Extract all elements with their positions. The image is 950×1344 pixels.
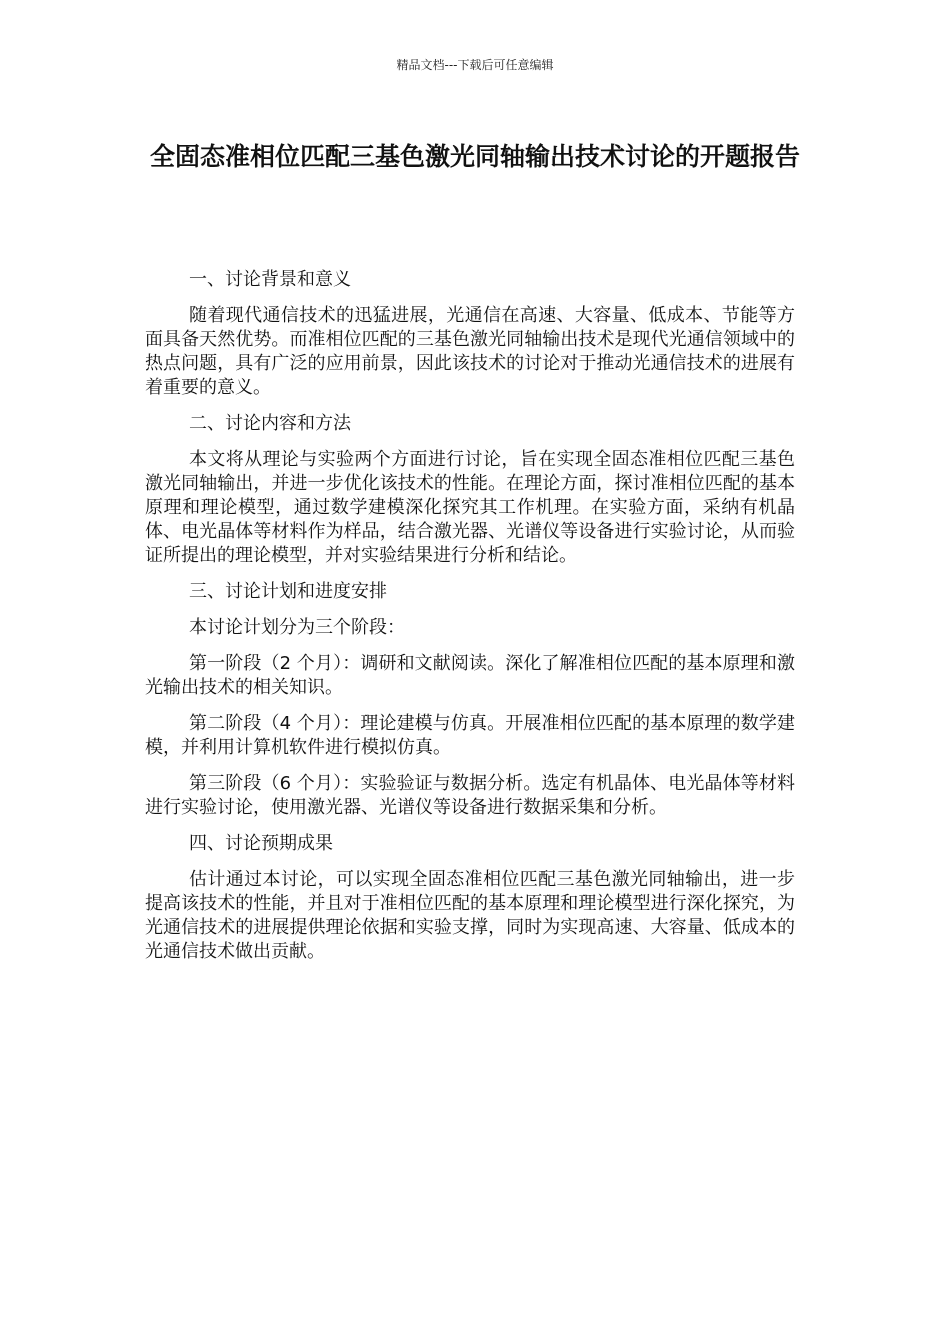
section-heading-plan-schedule: 三、讨论计划和进度安排 bbox=[189, 581, 387, 602]
document-title: 全固态准相位匹配三基色激光同轴输出技术讨论的开题报告 bbox=[149, 142, 800, 171]
section-heading-expected-results: 四、讨论预期成果 bbox=[189, 833, 333, 854]
document-body bbox=[145, 268, 795, 976]
paragraph-phase-one: 第一阶段（2 个月）：调研和文献阅读。深化了解准相位匹配的基本原理和激光输出技术的相关知识。 bbox=[145, 653, 795, 698]
paragraph-background: 随着现代通信技术的迅猛进展，光通信在高速、大容量、低成本、节能等方面具备天然优势。而准相位匹配的三基色激光同轴输出技术是现代光通信领域中的热点问题，具有广泛的应用前景，因此该技术的讨论对于推动光通信技术的进展有着重要的意义。 bbox=[145, 305, 795, 398]
paragraph-phase-two: 第二阶段（4 个月）：理论建模与仿真。开展准相位匹配的基本原理的数学建模，并利用计算机软件进行模拟仿真。 bbox=[145, 713, 795, 758]
section-heading-background: 一、讨论背景和意义 bbox=[189, 269, 351, 290]
paragraph-content-methods: 本文将从理论与实验两个方面进行讨论，旨在实现全固态准相位匹配三基色激光同轴输出，并进一步优化该技术的性能。在理论方面，探讨准相位匹配的基本原理和理论模型，通过数学建模深化探究其工作机理。在实验方面，采纳有机晶体、电光晶体等材料作为样品，结合激光器、光谱仪等设备进行实验讨论，从而验证所提出的理论模型，并对实验结果进行分析和结论。 bbox=[145, 449, 795, 566]
section-heading-content-methods: 二、讨论内容和方法 bbox=[189, 413, 351, 434]
paragraph-expected-results: 估计通过本讨论，可以实现全固态准相位匹配三基色激光同轴输出，进一步提高该技术的性能，并且对于准相位匹配的基本原理和理论模型进行深化探究，为光通信技术的进展提供理论依据和实验支撑，同时为实现高速、大容量、低成本的光通信技术做出贡献。 bbox=[145, 869, 795, 962]
paragraph-plan-intro: 本讨论计划分为三个阶段： bbox=[189, 617, 405, 638]
header-note: 精品文档---下载后可任意编辑 bbox=[396, 58, 554, 72]
paragraph-phase-three: 第三阶段（6 个月）：实验验证与数据分析。选定有机晶体、电光晶体等材料进行实验讨论，使用激光器、光谱仪等设备进行数据采集和分析。 bbox=[145, 773, 795, 818]
